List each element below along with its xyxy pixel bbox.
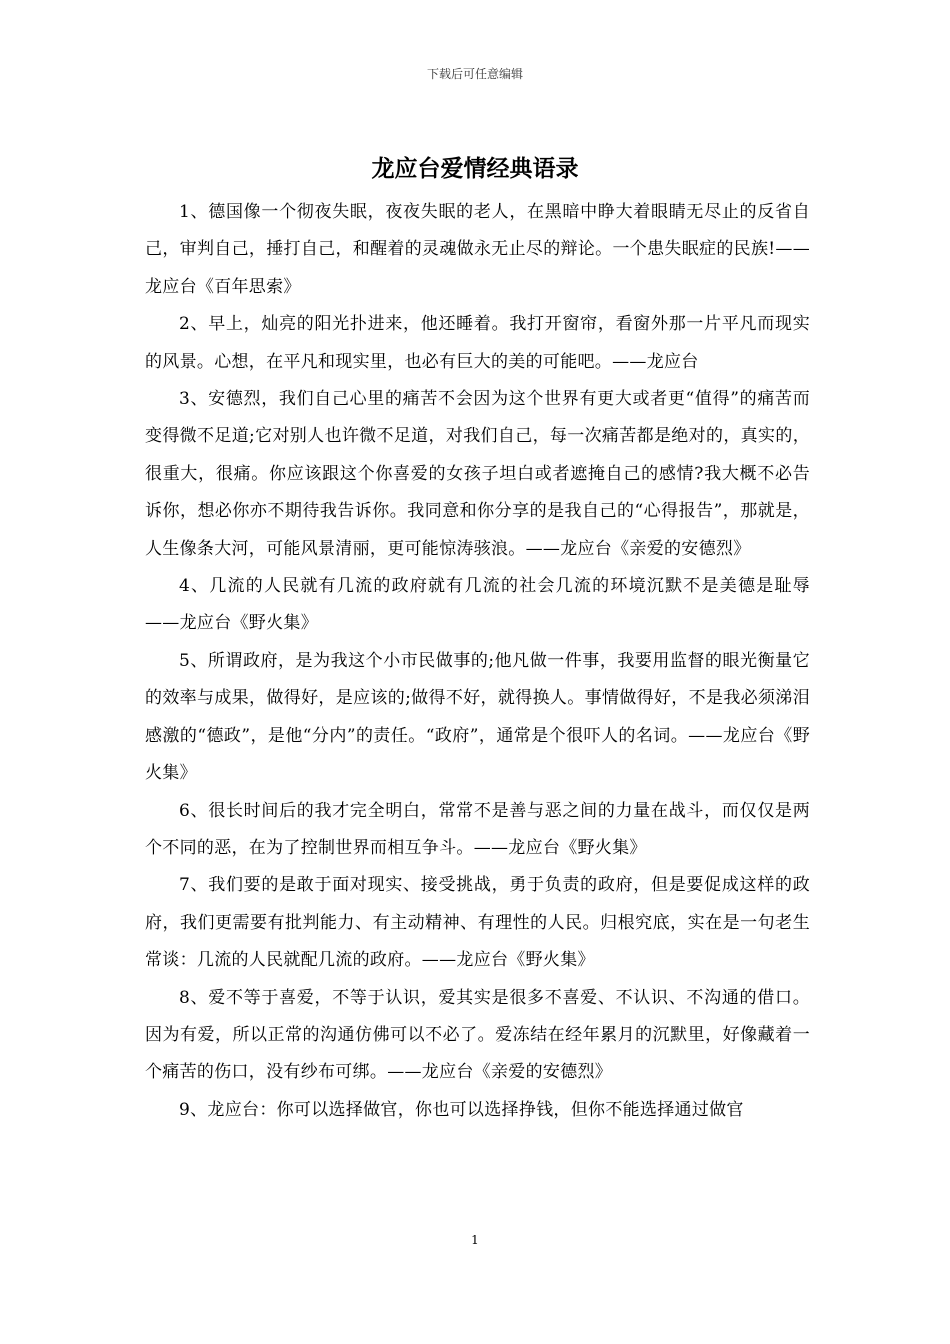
quote-paragraph: 3、安德烈，我们自己心里的痛苦不会因为这个世界有更大或者更“值得”的痛苦而变得微不足道;它对别人也许微不足道，对我们自己，每一次痛苦都是绝对的，真实的，很重大，很痛。你应该跟这个你喜爱的女孩子坦白或者遮掩自己的感情?我大概不必告诉你，想必你亦不期待我告诉你。我同意和你分享的是我自己的“心得报告”，那就是，人生像条大河，可能风景清丽，更可能惊涛骇浪。——龙应台《亲爱的安德烈》 (145, 389, 810, 559)
page-number: 1 (471, 1233, 479, 1247)
quote-paragraph: 9、龙应台：你可以选择做官，你也可以选择挣钱，但你不能选择通过做官 (179, 1099, 744, 1120)
page-header: 下载后可任意编辑 (426, 67, 523, 81)
quote-paragraph: 8、爱不等于喜爱，不等于认识，爱其实是很多不喜爱、不认识、不沟通的借口。因为有爱，所以正常的沟通仿佛可以不必了。爱冻结在经年累月的沉默里，好像藏着一个痛苦的伤口，没有纱布可绑。——龙应台《亲爱的安德烈》 (145, 987, 810, 1083)
quote-paragraph: 2、早上，灿亮的阳光扑进来，他还睡着。我打开窗帘，看窗外那一片平凡而现实的风景。心想，在平凡和现实里，也必有巨大的美的可能吧。——龙应台 (145, 314, 810, 372)
quote-paragraph: 7、我们要的是敢于面对现实、接受挑战，勇于负责的政府，但是要促成这样的政府，我们更需要有批判能力、有主动精神、有理性的人民。归根究底，实在是一句老生常谈：几流的人民就配几流的政府。——龙应台《野火集》 (145, 875, 810, 971)
quote-paragraph: 4、几流的人民就有几流的政府就有几流的社会几流的环境沉默不是美德是耻辱——龙应台《野火集》 (145, 576, 810, 634)
document-title: 龙应台爱情经典语录 (371, 155, 579, 182)
quote-paragraph: 1、德国像一个彻夜失眠，夜夜失眠的老人，在黑暗中睁大着眼睛无尽止的反省自己，审判自己，捶打自己，和醒着的灵魂做永无止尽的辩论。一个患失眠症的民族!——龙应台《百年思索》 (145, 202, 810, 297)
quote-paragraph: 6、很长时间后的我才完全明白，常常不是善与恶之间的力量在战斗，而仅仅是两个不同的恶，在为了控制世界而相互争斗。——龙应台《野火集》 (145, 800, 810, 858)
document-body (145, 194, 810, 1129)
quote-paragraph: 5、所谓政府，是为我这个小市民做事的;他凡做一件事，我要用监督的眼光衡量它的效率与成果，做得好，是应该的;做得不好，就得换人。事情做得好，不是我必须涕泪感激的“德政”，是他“分内”的责任。“政府”，通常是个很吓人的名词。——龙应台《野火集》 (145, 650, 810, 784)
